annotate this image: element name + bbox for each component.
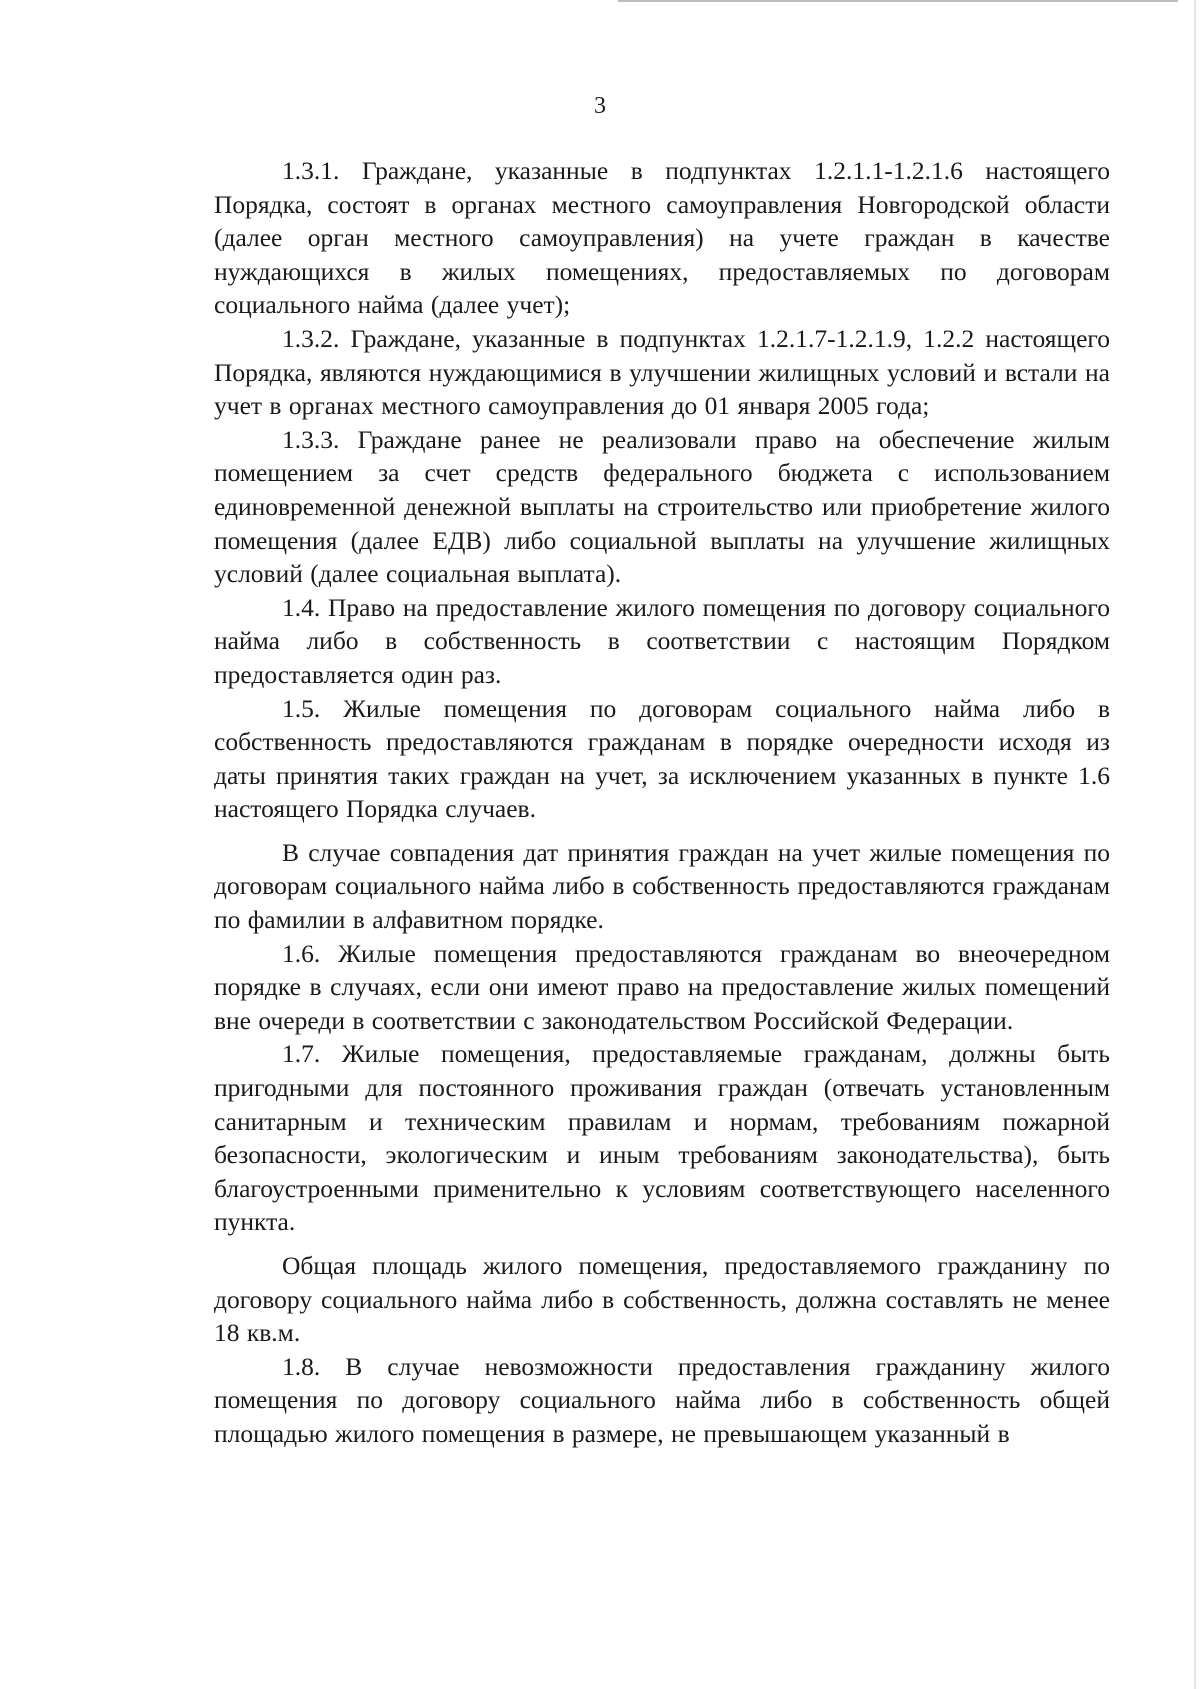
paragraph-1-8: 1.8. В случае невозможности предоставления гражданину жилого помещения по договору социального найма либо в собственность общей площадью жилого помещения в размере, не превышающем указанный в <box>214 1351 1110 1448</box>
document-body <box>214 154 1110 1451</box>
scan-edge-right <box>1194 0 1196 1689</box>
paragraph-1-7: 1.7. Жилые помещения, предоставляемые гражданам, должны быть пригодными для постоянного проживания граждан (отвечать установленным санитарным и техническим правилам и нормам, требованиям пожарной безопасности, экологическим и иным требованиям законодательства), быть благоустроенными применительно к условиям соответствующего населенного пункта. <box>214 1039 1110 1237</box>
paragraph-1-4: 1.4. Право на предоставление жилого помещения по договору социального найма либо в собственность в соответствии с настоящим Порядком предоставляется один раз. <box>214 592 1110 689</box>
paragraph-1-3-1: 1.3.1. Граждане, указанные в подпунктах 1.2.1.1-1.2.1.6 настоящего Порядка, состоят в органах местного самоуправления Новгородской области (далее орган местного самоуправления) на учете граждан в качестве нуждающихся в жилых помещениях, предоставляемых по договорам социального найма (далее учет); <box>214 156 1110 320</box>
paragraph-1-3-3: 1.3.3. Граждане ранее не реализовали право на обеспечение жилым помещением за счет средств федерального бюджета с использованием единовременной денежной выплаты на строительство или приобретение жилого помещения (далее ЕДВ) либо социальной выплаты на улучшение жилищных условий (далее социальная выплата). <box>214 424 1110 589</box>
page-number: 3 <box>594 93 606 119</box>
paragraph-1-5-continued: В случае совпадения дат принятия граждан на учет жилые помещения по договорам социального найма либо в собственность предоставляются гражданам по фамилии в алфавитном порядке. <box>214 837 1110 935</box>
paragraph-1-6: 1.6. Жилые помещения предоставляются гражданам во внеочередном порядке в случаях, если они имеют право на предоставление жилых помещений вне очереди в соответствии с законодательством Российской Федерации. <box>214 938 1110 1035</box>
scan-edge-top <box>618 0 1178 2</box>
paragraph-1-5: 1.5. Жилые помещения по договорам социального найма либо в собственность предоставляются гражданам в порядке очередности исходя из даты принятия таких граждан на учет, за исключением указанных в пункте 1.6 настоящего Порядка случаев. <box>214 693 1110 824</box>
paragraph-1-7-area: Общая площадь жилого помещения, предоставляемого гражданину по договору социального найма либо в собственность, должна составлять не менее 18 кв.м. <box>214 1251 1110 1348</box>
paragraph-1-3-2: 1.3.2. Граждане, указанные в подпунктах 1.2.1.7-1.2.1.9, 1.2.2 настоящего Порядка, являются нуждающимися в улучшении жилищных условий и встали на учет в органах местного самоуправления до 01 января 2005 года; <box>214 323 1110 421</box>
